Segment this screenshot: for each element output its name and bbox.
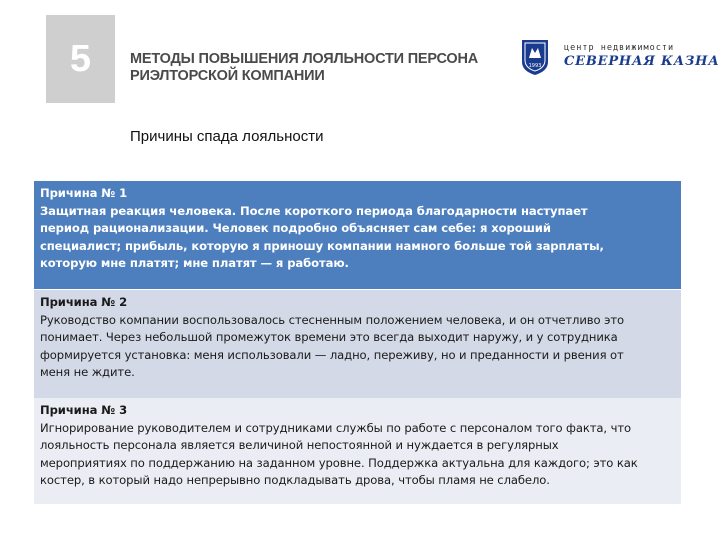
reason-text-line: Защитная реакция человека. После короткого периода благодарности наступает xyxy=(40,203,588,218)
reason-card-3 xyxy=(34,398,681,504)
reason-text-line: специалист; прибыль, которую я приношу компании намного больше той зарплаты, xyxy=(40,238,604,253)
section-subtitle: Причины спада лояльности xyxy=(130,128,324,145)
page-title xyxy=(130,51,510,85)
page-title-line-1: МЕТОДЫ ПОВЫШЕНИЯ ЛОЯЛЬНОСТИ ПЕРСОНА xyxy=(130,51,479,67)
reason-text-line: костер, в который надо непрерывно подкладывать дрова, чтобы пламя не слабело. xyxy=(40,473,550,488)
slide-number: 5 xyxy=(69,37,92,80)
page-title-line-2: РИЭЛТОРСКОЙ КОМПАНИИ xyxy=(130,68,325,84)
reason-text-line: Игнорирование руководителем и сотрудниками службы по работе с персоналом того факта, что xyxy=(40,420,631,435)
reason-text-line: Руководство компании воспользовалось стесненным положением человека, и он отчетливо это xyxy=(40,312,624,327)
logo-emblem-text: 1993 xyxy=(528,63,542,69)
reason-title: Причина № 1 xyxy=(40,186,128,200)
company-logo xyxy=(520,38,720,78)
reason-text-line: мероприятиях по поддержанию на заданном уровне. Поддержка актуальна для каждого; это как xyxy=(40,455,638,470)
logo-name: СЕВЕРНАЯ КАЗНА xyxy=(564,54,720,69)
reason-text-line: которую мне платят; мне платят — я работаю. xyxy=(40,256,349,271)
reason-text-line: период рационализации. Человек подробно объясняет сам себе: я хороший xyxy=(40,221,551,236)
reason-title: Причина № 3 xyxy=(40,403,128,417)
slide-number-box xyxy=(46,15,115,103)
reason-text-line: понимает. Через небольшой промежуток времени это всегда выходит наружу, и у сотрудника xyxy=(40,330,618,345)
reason-title: Причина № 2 xyxy=(40,295,128,309)
reason-card-2 xyxy=(34,290,681,398)
reason-text-line: лояльность персонала является величиной непостоянной и нуждается в регулярных xyxy=(40,438,559,453)
reason-text-line: меня не ждите. xyxy=(40,365,135,380)
shield-emblem-icon xyxy=(520,38,550,76)
reason-card-1 xyxy=(34,181,681,289)
reason-text-line: формируется установка: меня использовали — ладно, переживу, но и преданности и рвения от xyxy=(40,347,624,362)
logo-subtitle: центр недвижимости xyxy=(564,43,675,53)
